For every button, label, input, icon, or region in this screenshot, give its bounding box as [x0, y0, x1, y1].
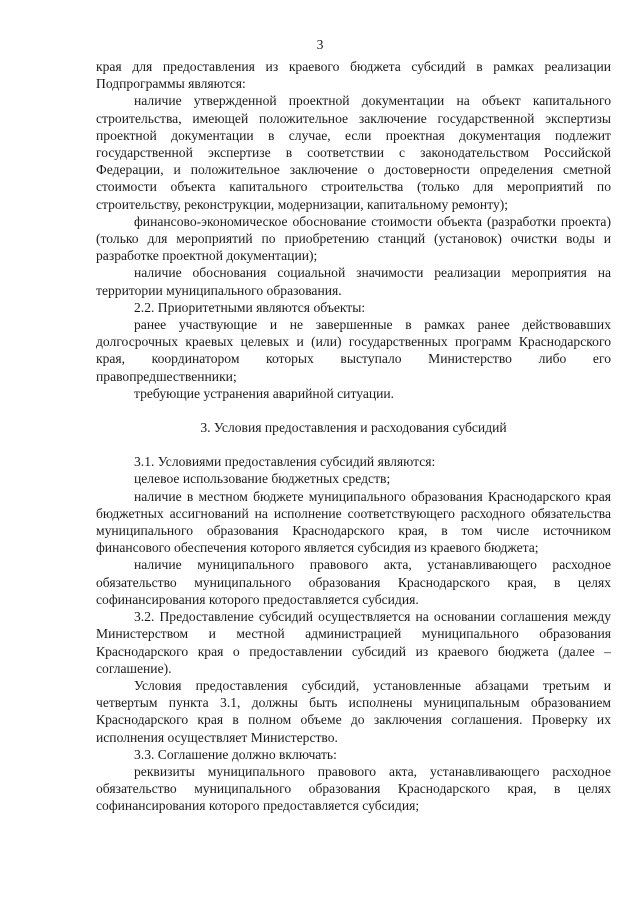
paragraph: реквизиты муниципального правового акта, устанавливающего расходное обязательство муниципального образования Краснодарского края, в целях софинансирования которого предоставляется субсидия; — [96, 763, 611, 814]
paragraph: Условия предоставления субсидий, установленные абзацами третьим и четвертым пункта 3.1, должны быть исполнены муниципальным образованием Краснодарского края в полном объеме до заключения соглашения. Проверку их исполнения осуществляет Министерство. — [96, 677, 611, 745]
section-heading: 3. Условия предоставления и расходования субсидий — [200, 420, 507, 436]
paragraph: требующие устранения аварийной ситуации. — [134, 385, 395, 401]
paragraph: края для предоставления из краевого бюджета субсидий в рамках реализации Подпрограммы являются: — [96, 59, 611, 92]
document-body — [96, 58, 611, 815]
paragraph: наличие муниципального правового акта, устанавливающего расходное обязательство муниципального образования Краснодарского края, в целях софинансирования которого предоставляется субсидия. — [96, 557, 611, 607]
paragraph: целевое использование бюджетных средств; — [134, 471, 391, 487]
paragraph: наличие в местном бюджете муниципального образования Краснодарского края бюджетных ассигнований на исполнение соответствующего расходного обязательства муниципального образования Краснодарского края, в том числе источником финансового обеспечения которого является субсидия из краевого бюджета; — [96, 488, 611, 556]
paragraph: ранее участвующие и не завершенные в рамках ранее действовавших долгосрочных краевых целевых и (или) государственных программ Краснодарского края, координатором которых выступало Министерство либо его правопредшественники; — [96, 317, 611, 384]
paragraph: наличие утвержденной проектной документации на объект капитального строительства, имеющей положительное заключение государственной экспертизы проектной документации в случае, если проектная документация подлежит государственной экспертизе в соответствии с законодательством Российской Федерации, и положительное заключение о достоверности определения сметной стоимости объекта капитального строительства (только для мероприятий по строительству, реконструкции, модернизации, капитальному ремонту); — [96, 93, 611, 212]
paragraph: 3.2. Предоставление субсидий осуществляется на основании соглашения между Министерством и местной администрацией муниципального образования Краснодарского края о предоставлении субсидий из краевого бюджета (далее – соглашение). — [96, 609, 611, 676]
paragraph: 3.1. Условиями предоставления субсидий являются: — [134, 454, 436, 470]
paragraph: 2.2. Приоритетными являются объекты: — [134, 299, 366, 315]
paragraph: 3.3. Соглашение должно включать: — [134, 746, 337, 762]
paragraph: финансово-экономическое обоснование стоимости объекта (разработки проекта) (только для мероприятий по приобретению станций (установок) очистки воды и разработке проектной документации); — [96, 213, 611, 264]
paragraph: наличие обоснования социальной значимости реализации мероприятия на территории муниципального образования. — [96, 265, 611, 298]
page-number: 3 — [316, 37, 324, 52]
